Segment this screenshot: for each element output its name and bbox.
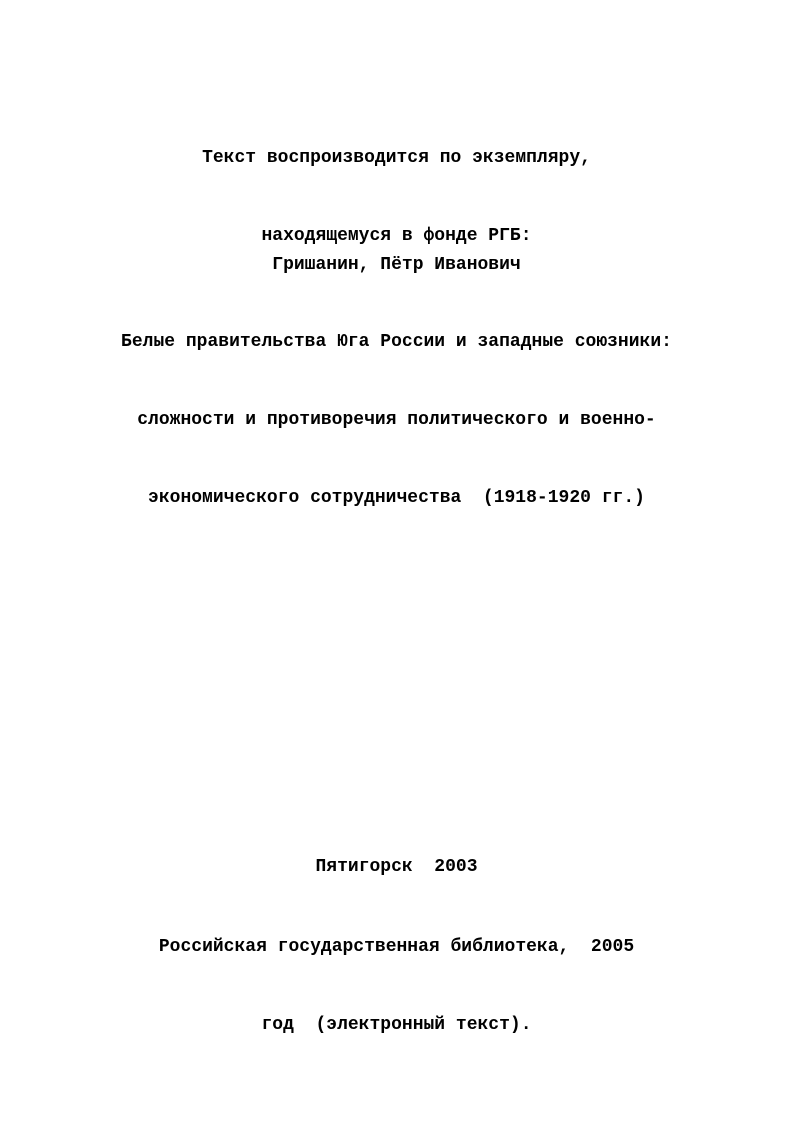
library-note-line: Российская государственная библиотека, 2005 xyxy=(158,937,635,957)
source-note-line: Текст воспроизводится по экземпляру, xyxy=(202,148,591,168)
title-line: Белые правительства Юга России и западные союзники: xyxy=(121,332,672,352)
title-line: сложности и противоречия политического и военно- xyxy=(137,410,656,430)
author-line: Гришанин, Пётр Иванович xyxy=(272,255,521,275)
title-line: экономического сотрудничества (1918-1920 гг.) xyxy=(148,488,645,508)
library-note-line: год (электронный текст). xyxy=(261,1015,532,1035)
source-note-line: находящемуся в фонде РГБ: xyxy=(261,226,532,246)
imprint-line: Пятигорск 2003 xyxy=(315,857,478,877)
library-note xyxy=(0,882,793,1064)
document-title xyxy=(0,277,793,537)
